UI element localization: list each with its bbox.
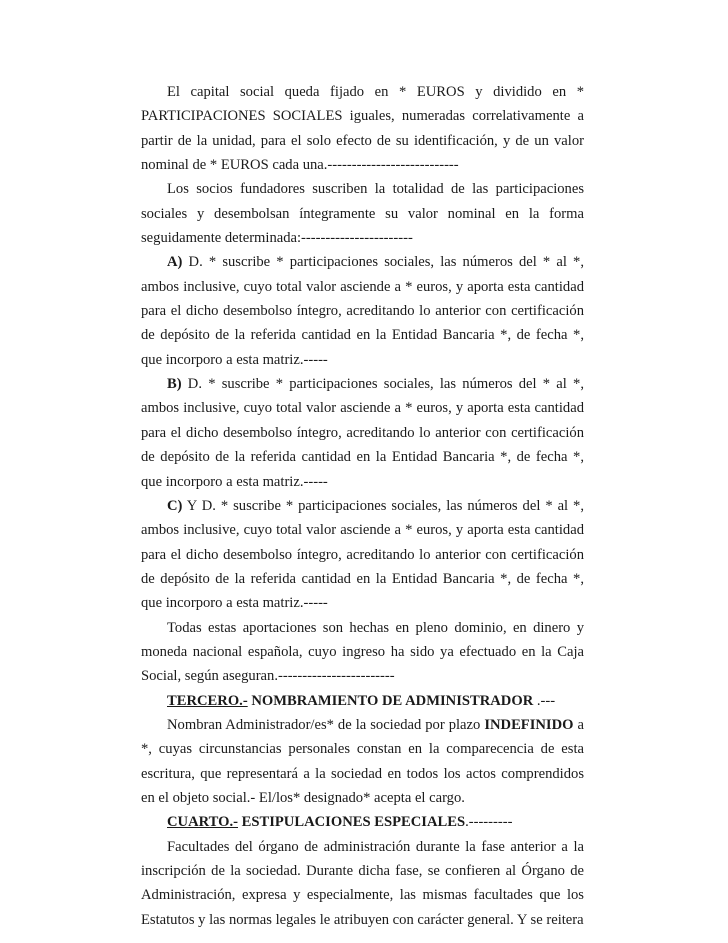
paragraph-socios-fundadores [141, 177, 584, 250]
document-body [141, 80, 584, 932]
section-tail: .--- [533, 692, 556, 709]
paragraph-text: Todas estas aportaciones son hechas en pleno dominio, en dinero y moneda nacional española, cuyo ingreso ha sido ya efectuado en la Caja Social, según aseguran.------------------------ [141, 619, 584, 685]
paragraph-subscription-a [141, 250, 584, 372]
paragraph-nombramiento [141, 713, 584, 810]
paragraph-facultades [141, 835, 584, 932]
paragraph-aportaciones [141, 616, 584, 689]
emphasis-term: INDEFINIDO [484, 716, 574, 733]
item-label: A) [167, 254, 183, 271]
section-tail: .--------- [465, 814, 513, 831]
paragraph-text: Y D. * suscribe * participaciones sociales, las números del * al *, ambos inclusive, cuyo total valor asciende a * euros, y aporta esta cantidad para el dicho desembolso íntegro, acreditando lo anterior con certificación de depósito de la referida cantidad en la Entidad Bancaria *, de fecha *, que incorporo a esta matriz.----- [141, 497, 584, 612]
paragraph-text: Los socios fundadores suscriben la totalidad de las participaciones sociales y desembolsan íntegramente su valor nominal en la forma seguidamente determinada:----------------------- [141, 181, 584, 247]
section-number: CUARTO.- [167, 814, 238, 831]
section-title: NOMBRAMIENTO DE ADMINISTRADOR [247, 692, 534, 709]
section-number: TERCERO.- [167, 692, 248, 709]
paragraph-subscription-c [141, 494, 584, 616]
paragraph-text: D. * suscribe * participaciones sociales, las números del * al *, ambos inclusive, cuyo total valor asciende a * euros, y aporta esta cantidad para el dicho desembolso íntegro, acreditando lo anterior con certificación de depósito de la referida cantidad en la Entidad Bancaria *, de fecha *, que incorporo a esta matriz.----- [141, 254, 584, 368]
item-label: C) [167, 497, 183, 514]
paragraph-text: Facultades del órgano de administración durante la fase anterior a la inscripción de la sociedad. Durante dicha fase, se confieren al Órgano de Administración, expresa y especialmente, las mismas facultades que los Estatutos y las normas legales le atribuyen con carácter general. Y se reitera [141, 838, 584, 928]
paragraph-text: a *, cuyas circunstancias personales constan en la comparecencia de esta escritura, que representará a la sociedad en todos los actos comprendidos en el objeto social.- El/los* designado* acepta el cargo. [141, 716, 584, 806]
heading-tercero [141, 689, 584, 713]
paragraph-capital-social [141, 80, 584, 177]
item-label: B) [167, 376, 182, 393]
paragraph-text: El capital social queda fijado en * EUROS y dividido en * PARTICIPACIONES SOCIALES iguales, numeradas correlativamente a partir de la unidad, para el solo efecto de su identificación, y de un valor nominal de * EUROS cada una.--------------------------- [141, 84, 584, 174]
paragraph-text: Nombran Administrador/es* de la sociedad por plazo [167, 716, 485, 733]
paragraph-subscription-b [141, 372, 584, 494]
heading-cuarto [141, 810, 584, 834]
section-title: ESTIPULACIONES ESPECIALES [237, 814, 466, 831]
paragraph-text: D. * suscribe * participaciones sociales, las números del * al *, ambos inclusive, cuyo total valor asciende a * euros, y aporta esta cantidad para el dicho desembolso íntegro, acreditando lo anterior con certificación de depósito de la referida cantidad en la Entidad Bancaria *, de fecha *, que incorporo a esta matriz.----- [141, 376, 584, 490]
